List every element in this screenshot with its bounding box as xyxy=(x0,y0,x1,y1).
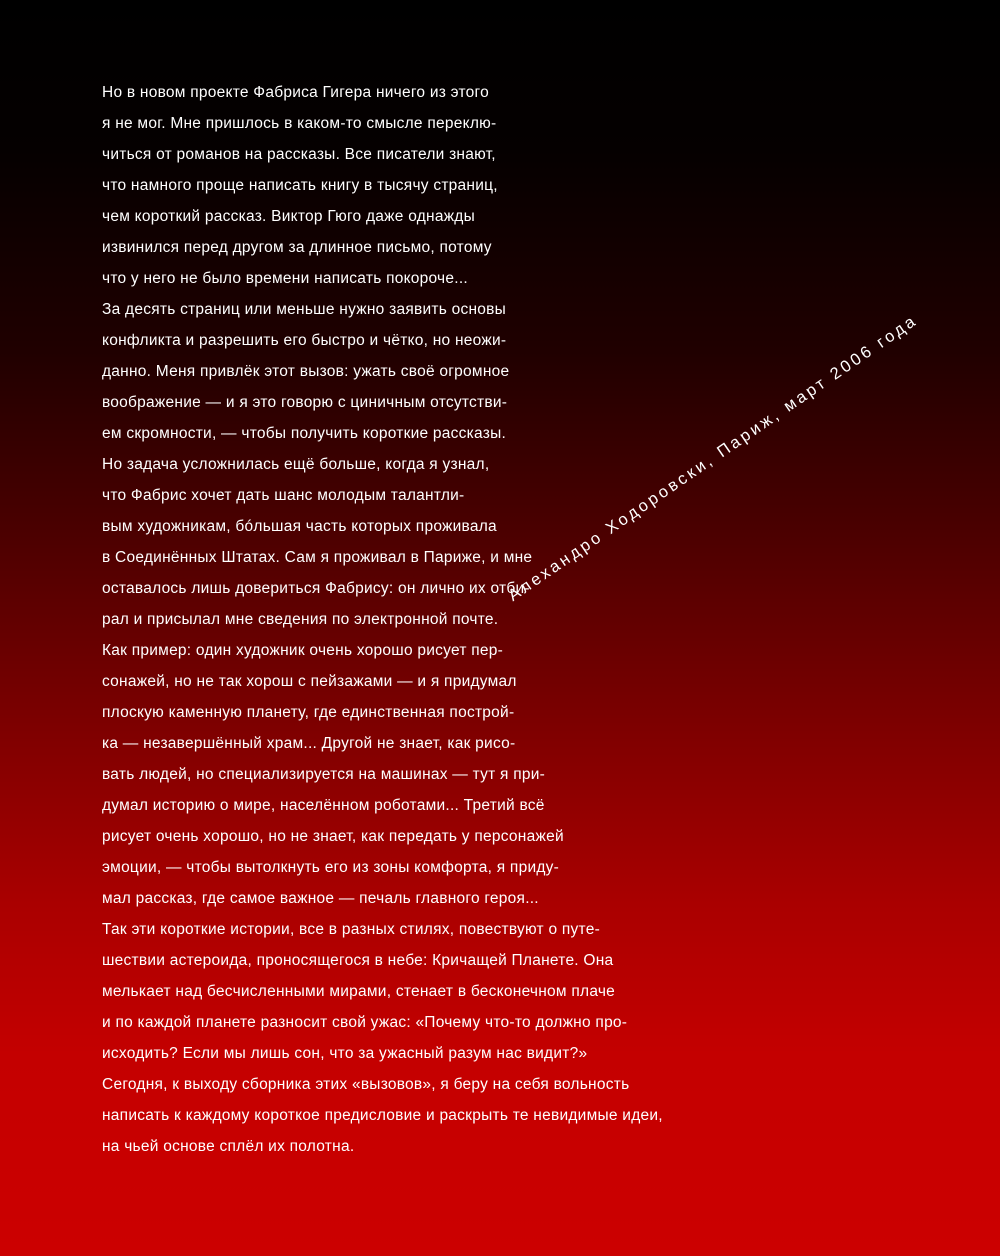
text-line: ем скромности, — чтобы получить короткие рассказы. xyxy=(102,425,507,442)
text-line: Как пример: один художник очень хорошо рисует пер- xyxy=(102,642,504,659)
text-line: Сегодня, к выходу сборника этих «вызовов», я беру на себя вольность xyxy=(102,1076,630,1093)
text-line: что у него не было времени написать покороче... xyxy=(102,270,468,287)
text-line: мелькает над бесчисленными мирами, стенает в бесконечном плаче xyxy=(102,983,616,1000)
text-line: на чьей основе сплёл их полотна. xyxy=(102,1138,355,1155)
text-line: в Соединённых Штатах. Сам я проживал в Париже, и мне xyxy=(102,549,533,566)
text-line: данно. Меня привлёк этот вызов: ужать своё огромное xyxy=(102,363,510,380)
author-signature: Алехандро Ходоровски, Париж, март 2006 года xyxy=(505,311,921,605)
text-line: воображение — и я это говорю с циничным отсутстви- xyxy=(102,394,508,411)
text-line: думал историю о мире, населённом роботами... Третий всё xyxy=(102,797,545,814)
text-line: рал и присылал мне сведения по электронной почте. xyxy=(102,611,499,628)
text-line: оставалось лишь довериться Фабрису: он лично их отби- xyxy=(102,580,530,597)
text-line: я не мог. Мне пришлось в каком-то смысле переклю- xyxy=(102,115,497,132)
text-line: Но задача усложнилась ещё больше, когда я узнал, xyxy=(102,456,490,473)
text-line: исходить? Если мы лишь сон, что за ужасный разум нас видит?» xyxy=(102,1045,588,1062)
text-line: эмоции, — чтобы вытолкнуть его из зоны комфорта, я приду- xyxy=(102,859,560,876)
text-line: читься от романов на рассказы. Все писатели знают, xyxy=(102,146,496,163)
text-line: чем короткий рассказ. Виктор Гюго даже однажды xyxy=(102,208,475,225)
text-line: конфликта и разрешить его быстро и чётко, но неожи- xyxy=(102,332,507,349)
text-line: и по каждой планете разносит свой ужас: «Почему что-то должно про- xyxy=(102,1014,628,1031)
text-line: шествии астероида, проносящегося в небе: Кричащей Планете. Она xyxy=(102,952,614,969)
text-line: ка — незавершённый храм... Другой не знает, как рисо- xyxy=(102,735,516,752)
text-line: Так эти короткие истории, все в разных стилях, повествуют о путе- xyxy=(102,921,600,938)
text-line: написать к каждому короткое предисловие и раскрыть те невидимые идеи, xyxy=(102,1107,663,1124)
text-line: За десять страниц или меньше нужно заявить основы xyxy=(102,301,507,318)
text-line: мал рассказ, где самое важное — печаль главного героя... xyxy=(102,890,539,907)
text-line: сонажей, но не так хорош с пейзажами — и я придумал xyxy=(102,673,517,690)
text-line: рисует очень хорошо, но не знает, как передать у персонажей xyxy=(102,828,564,845)
text-line: вым художникам, бóльшая часть которых проживала xyxy=(102,518,497,535)
text-line: что Фабрис хочет дать шанс молодым талантли- xyxy=(102,487,465,504)
text-line: извинился перед другом за длинное письмо, потому xyxy=(102,239,492,256)
text-line: вать людей, но специализируется на машинах — тут я при- xyxy=(102,766,546,783)
text-line: плоскую каменную планету, где единственная построй- xyxy=(102,704,515,721)
preface-text xyxy=(102,80,682,1165)
text-line: что намного проще написать книгу в тысячу страниц, xyxy=(102,177,498,194)
text-line: Но в новом проекте Фабриса Гигера ничего из этого xyxy=(102,84,489,101)
